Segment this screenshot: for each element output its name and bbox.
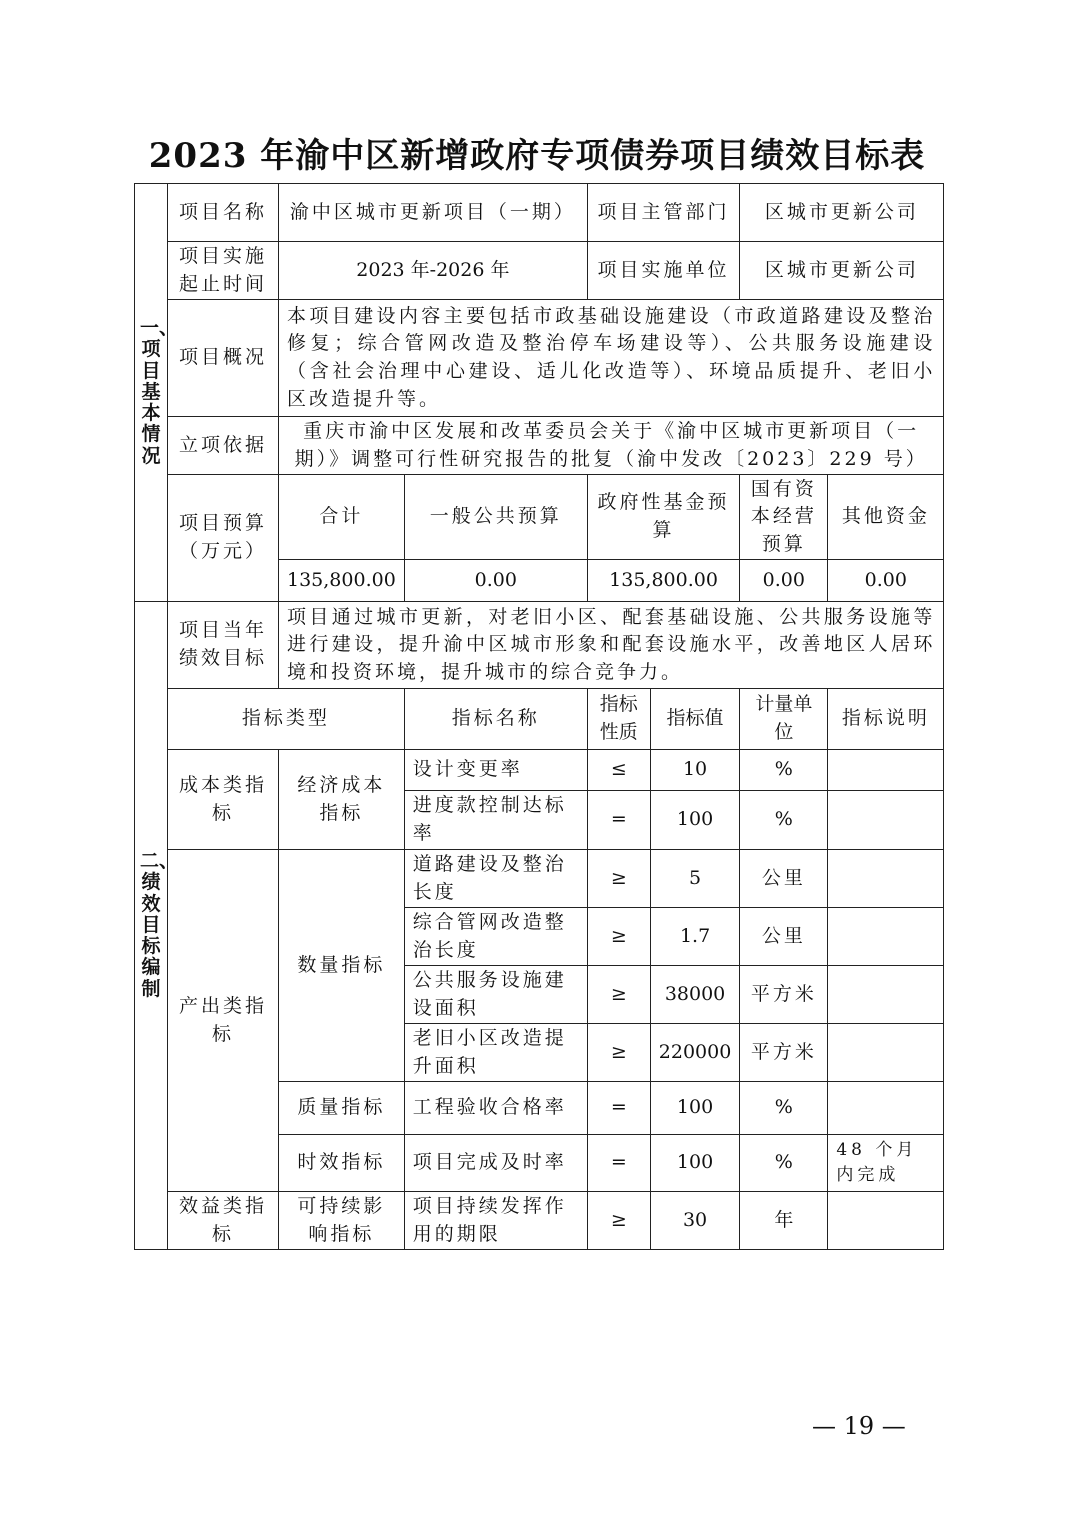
goal-value: 项目通过城市更新，对老旧小区、配套基础设施、公共服务设施等进行建设，提升渝中区城市形象和配套设施水平，改善地区人居环境和投资环境，提升城市的综合竞争力。	[279, 602, 944, 689]
header-value: 指标值	[650, 689, 740, 750]
indicator-note	[828, 908, 944, 966]
dept-value: 区城市更新公司	[740, 184, 944, 242]
indicator-op: ≥	[587, 850, 650, 908]
section1-label-cell	[135, 184, 179, 602]
subcategory-timeliness: 时效指标	[279, 1135, 405, 1192]
indicator-name: 公共服务设施建设面积	[404, 966, 587, 1024]
budget-header: 一般公共预算	[404, 475, 587, 560]
table-row	[135, 184, 944, 242]
indicator-value: 100	[650, 1135, 740, 1192]
unit-value: 区城市更新公司	[740, 242, 944, 300]
budget-header: 合计	[279, 475, 405, 560]
period-value: 2023 年-2026 年	[279, 242, 588, 300]
indicator-note	[828, 1024, 944, 1082]
goal-label: 项目当年绩效目标	[168, 602, 279, 689]
unit-label: 项目实施单位	[587, 242, 740, 300]
subcategory-quantity: 数量指标	[279, 850, 405, 1082]
section2-label-cell	[135, 602, 179, 1250]
table-row	[135, 602, 944, 689]
subcategory-economic: 经济成本指标	[279, 750, 405, 850]
indicator-unit: %	[740, 791, 828, 850]
indicator-name: 项目完成及时率	[404, 1135, 587, 1192]
page-title: 2023 年渝中区新增政府专项债券项目绩效目标表	[148, 136, 926, 176]
indicator-name: 综合管网改造整治长度	[404, 908, 587, 966]
table-row	[135, 689, 944, 750]
header-note: 指标说明	[828, 689, 944, 750]
table-row	[135, 300, 944, 417]
header-name: 指标名称	[404, 689, 587, 750]
category-output: 产出类指标	[168, 850, 279, 1192]
project-name-label: 项目名称	[168, 184, 279, 242]
table-row	[135, 475, 944, 560]
indicator-unit: %	[740, 750, 828, 791]
indicator-op: ≥	[587, 908, 650, 966]
indicator-name: 进度款控制达标率	[404, 791, 587, 850]
indicator-unit: 平方米	[740, 1024, 828, 1082]
header-unit: 计量单位	[740, 689, 828, 750]
indicator-name: 项目持续发挥作用的期限	[404, 1192, 587, 1250]
period-label: 项目实施起止时间	[168, 242, 279, 300]
budget-value: 0.00	[828, 560, 944, 602]
indicator-value: 10	[650, 750, 740, 791]
indicator-value: 30	[650, 1192, 740, 1250]
indicator-op: ≥	[587, 1024, 650, 1082]
budget-value: 135,800.00	[587, 560, 740, 602]
indicator-unit: %	[740, 1135, 828, 1192]
indicator-op: ≥	[587, 1192, 650, 1250]
header-type: 指标类型	[168, 689, 405, 750]
basis-label: 立项依据	[168, 417, 279, 475]
indicator-note	[828, 750, 944, 791]
overview-value: 本项目建设内容主要包括市政基础设施建设（市政道路建设及整治修复；综合管网改造及整治停车场建设等）、公共服务设施建设（含社会治理中心建设、适儿化改造等）、环境品质提升、老旧小区改造提升等。	[279, 300, 944, 417]
table-row	[135, 417, 944, 475]
budget-header: 政府性基金预算	[587, 475, 740, 560]
category-benefit: 效益类指标	[168, 1192, 279, 1250]
header-nature: 指标性质	[587, 689, 650, 750]
subcategory-quality: 质量指标	[279, 1082, 405, 1135]
indicator-op: ≤	[587, 750, 650, 791]
indicator-value: 38000	[650, 966, 740, 1024]
indicator-unit: 公里	[740, 850, 828, 908]
indicator-note	[828, 850, 944, 908]
indicator-note	[828, 1192, 944, 1250]
indicator-op: ≥	[587, 966, 650, 1024]
table-row	[135, 1192, 944, 1250]
indicator-op: =	[587, 1135, 650, 1192]
indicator-op: =	[587, 1082, 650, 1135]
budget-header: 其他资金	[828, 475, 944, 560]
indicator-unit: 年	[740, 1192, 828, 1250]
section2-label: 二、绩效目标编制	[140, 850, 179, 1000]
indicator-name: 道路建设及整治长度	[404, 850, 587, 908]
section1-label: 一、项目基本情况	[140, 317, 179, 467]
category-cost: 成本类指标	[168, 750, 279, 850]
indicator-value: 100	[650, 791, 740, 850]
subcategory-sustain: 可持续影响指标	[279, 1192, 405, 1250]
indicator-unit: 公里	[740, 908, 828, 966]
table-row	[135, 850, 944, 908]
indicator-unit: %	[740, 1082, 828, 1135]
table-row	[135, 750, 944, 791]
indicator-value: 100	[650, 1082, 740, 1135]
indicator-note	[828, 791, 944, 850]
budget-label: 项目预算（万元）	[168, 475, 279, 602]
indicator-op: =	[587, 791, 650, 850]
budget-value: 0.00	[404, 560, 587, 602]
overview-label: 项目概况	[168, 300, 279, 417]
performance-table	[134, 183, 944, 1250]
budget-header: 国有资本经营预算	[740, 475, 828, 560]
indicator-name: 老旧小区改造提升面积	[404, 1024, 587, 1082]
table-row	[135, 242, 944, 300]
budget-value: 135,800.00	[279, 560, 405, 602]
indicator-name: 设计变更率	[404, 750, 587, 791]
indicator-name: 工程验收合格率	[404, 1082, 587, 1135]
page-number: — 19 —	[812, 1412, 906, 1440]
project-name-value: 渝中区城市更新项目（一期）	[279, 184, 588, 242]
indicator-value: 220000	[650, 1024, 740, 1082]
budget-value: 0.00	[740, 560, 828, 602]
basis-value: 重庆市渝中区发展和改革委员会关于《渝中区城市更新项目（一期）》调整可行性研究报告的批复（渝中发改〔2023〕229 号）	[279, 417, 944, 475]
indicator-value: 5	[650, 850, 740, 908]
indicator-note	[828, 966, 944, 1024]
indicator-value: 1.7	[650, 908, 740, 966]
indicator-note	[828, 1082, 944, 1135]
indicator-unit: 平方米	[740, 966, 828, 1024]
dept-label: 项目主管部门	[587, 184, 740, 242]
indicator-note: 48 个月内完成	[828, 1135, 944, 1192]
